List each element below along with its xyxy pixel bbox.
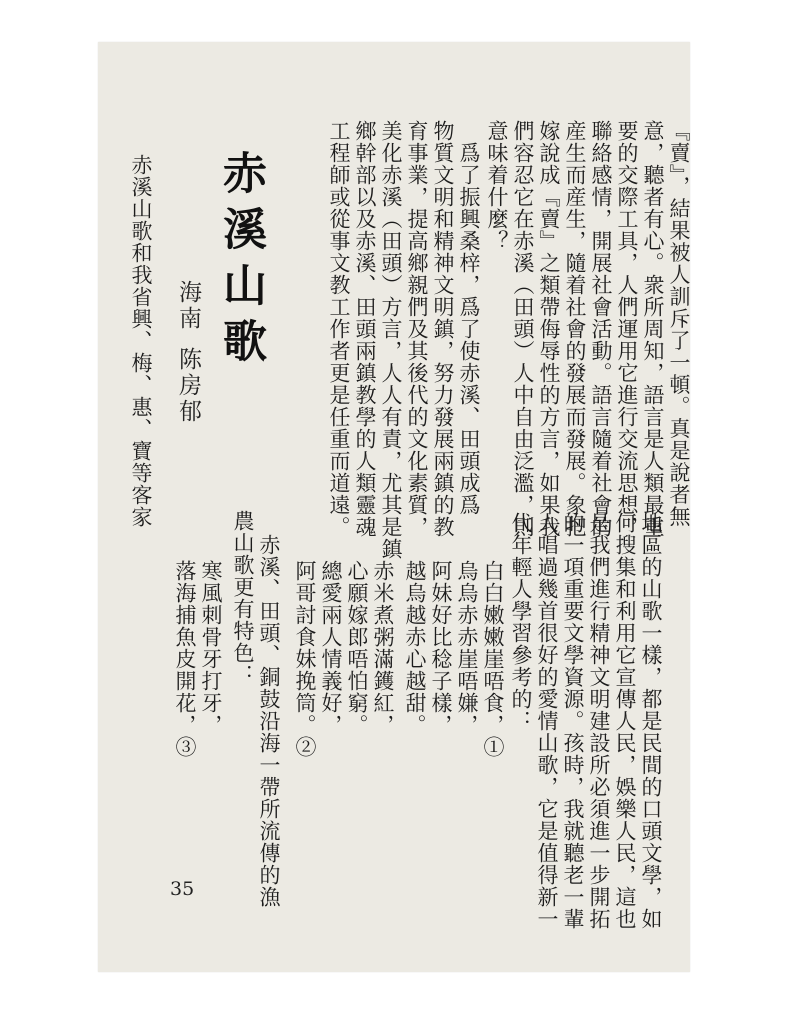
page-number: 35: [170, 878, 195, 900]
text-column: 美化赤溪（田頭）方言，人人有責，尤其是鎮: [379, 120, 403, 560]
text-column: 聯絡感情，開展社會活動。語言隨着社會的: [589, 120, 613, 538]
text-column: 地區的山歌一樣，都是民間的口頭文學，如: [639, 512, 663, 930]
poem-line: 阿妹好比稔子樣，: [429, 560, 453, 736]
book-page: [98, 42, 690, 972]
intro-column: 赤溪山歌和我省興、梅、惠、寶等客家: [129, 154, 153, 528]
poem-line: 總愛兩人情義好，: [319, 560, 343, 736]
poem-line: 白白嫩嫩崖唔食，①: [481, 560, 505, 758]
text-column: 代年輕人學習參考的：: [509, 512, 533, 732]
author-name: 陈房郁: [175, 347, 201, 425]
author-place: 海南: [175, 280, 201, 332]
text-column: 工程師或從事文教工作者更是任重而道遠。: [327, 120, 351, 538]
text-column: 意味着什麼？: [485, 120, 509, 252]
text-column: 爲了振興桑梓，爲了使赤溪、田頭成爲: [457, 120, 481, 516]
text-column: 是我們進行精神文明建設所必須進一步開拓: [587, 512, 611, 930]
text-column: 産生而産生，隨着社會的發展而發展。象把: [563, 120, 587, 538]
text-column: 何搜集和利用它宣傳人民，娛樂人民，這也: [613, 512, 637, 930]
text-column: 人唱過幾首很好的愛情山歌，它是值得新一: [535, 512, 559, 930]
text-column: 物質文明和精神文明鎮，努力發展兩鎮的教: [431, 120, 455, 538]
text-column: 赤溪、田頭、銅鼓沿海一帶所流傳的漁: [257, 534, 281, 908]
text-column: 嫁說成『賣』之類帶侮辱性的方言，如果我: [537, 120, 561, 538]
text-column: 鄉幹部以及赤溪、田頭兩鎮教學的人類靈魂: [353, 120, 377, 538]
poem-line: 寒風刺骨牙打牙，: [199, 560, 223, 736]
text-column: 的一項重要文學資源。孩時，我就聽老一輩: [561, 512, 585, 930]
poem-line: 落海捕魚皮開花，③: [173, 560, 197, 758]
poem-line: 心願嫁郎唔怕窮。: [345, 560, 369, 736]
poem-line: 赤米煮粥滿鑊紅，: [371, 560, 395, 736]
poem-line: 阿哥討食妹挽筒。②: [293, 560, 317, 758]
poem-line: 烏烏赤赤崖唔嫌，: [455, 560, 479, 736]
text-column: 意，聽者有心。衆所周知，語言是人類最重: [641, 120, 665, 538]
article-title: 赤溪山歌: [215, 150, 266, 374]
text-column: 農山歌更有特色：: [231, 510, 255, 686]
text-column: 要的交際工具，人們運用它進行交流思想，: [615, 120, 639, 538]
text-column: 育事業，提高鄉親們及其後代的文化素質，: [405, 120, 429, 538]
poem-line: 越烏越赤心越甜。: [403, 560, 427, 736]
text-column: 『賣』，結果被人訓斥了一頓。真是說者無: [667, 120, 691, 528]
text-column: 們容忍它在赤溪（田頭）人中自由泛濫，則: [511, 120, 535, 538]
